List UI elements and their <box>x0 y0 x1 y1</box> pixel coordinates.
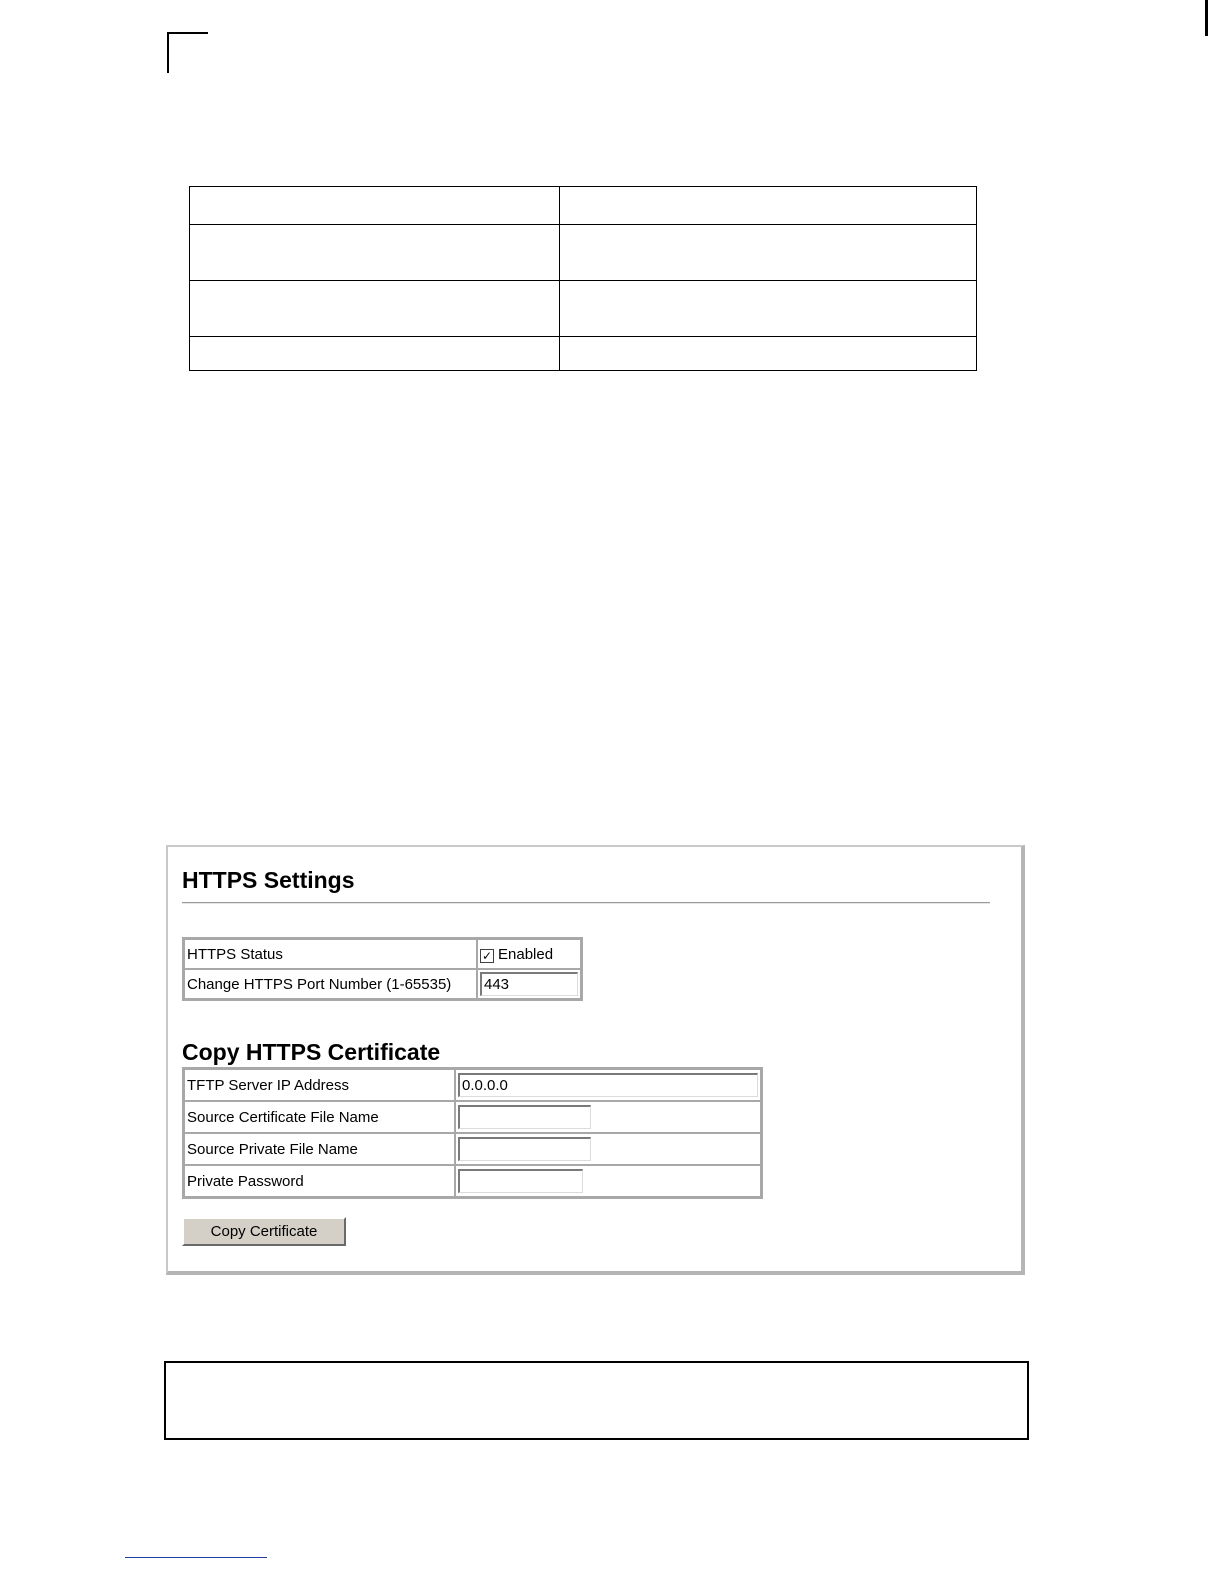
copy-certificate-table <box>182 1067 763 1199</box>
table-cell <box>190 281 560 337</box>
https-status-label: HTTPS Status <box>184 939 477 969</box>
table-row <box>190 337 977 371</box>
table-cell <box>560 281 977 337</box>
table-row <box>190 281 977 337</box>
table-cell <box>190 225 560 281</box>
table-cell <box>190 337 560 371</box>
footer-rule <box>125 1557 267 1558</box>
https-port-label: Change HTTPS Port Number (1-65535) <box>184 969 477 999</box>
https-port-input[interactable]: 443 <box>480 972 578 996</box>
https-settings-screenshot <box>166 845 1025 1275</box>
checkmark-icon: ✓ <box>481 948 493 963</box>
https-status-enabled-label: Enabled <box>498 945 554 963</box>
source-private-file-cell <box>455 1133 761 1165</box>
table-cell <box>560 225 977 281</box>
tftp-server-ip-input[interactable]: 0.0.0.0 <box>458 1073 758 1097</box>
https-status-checkbox[interactable] <box>480 949 494 963</box>
source-certificate-label: Source Certificate File Name <box>184 1101 455 1133</box>
https-port-cell <box>477 969 581 999</box>
source-certificate-input[interactable] <box>458 1105 591 1129</box>
table-row <box>184 1165 761 1197</box>
private-password-label: Private Password <box>184 1165 455 1197</box>
note-box <box>164 1361 1029 1440</box>
https-status-cell <box>477 939 581 969</box>
table-row <box>184 1133 761 1165</box>
private-password-cell <box>455 1165 761 1197</box>
https-status-table <box>182 937 583 1001</box>
table-row <box>184 1101 761 1133</box>
source-certificate-cell <box>455 1101 761 1133</box>
table-cell <box>190 187 560 225</box>
copy-certificate-button[interactable]: Copy Certificate <box>182 1217 346 1246</box>
source-private-file-label: Source Private File Name <box>184 1133 455 1165</box>
table-row <box>184 939 581 969</box>
tftp-server-cell <box>455 1069 761 1101</box>
page-edge-rule <box>1205 0 1208 36</box>
table-row <box>184 969 581 999</box>
table-row <box>190 225 977 281</box>
table-row <box>190 187 977 225</box>
title-divider <box>182 902 990 904</box>
page-title: HTTPS Settings <box>182 867 355 893</box>
source-private-file-input[interactable] <box>458 1137 591 1161</box>
tftp-server-label: TFTP Server IP Address <box>184 1069 455 1101</box>
private-password-input[interactable] <box>458 1169 583 1193</box>
copy-certificate-title: Copy HTTPS Certificate <box>182 1039 441 1065</box>
table-cell <box>560 337 977 371</box>
page-corner-mark <box>167 32 208 73</box>
reference-table <box>189 186 977 371</box>
table-row <box>184 1069 761 1101</box>
table-cell <box>560 187 977 225</box>
